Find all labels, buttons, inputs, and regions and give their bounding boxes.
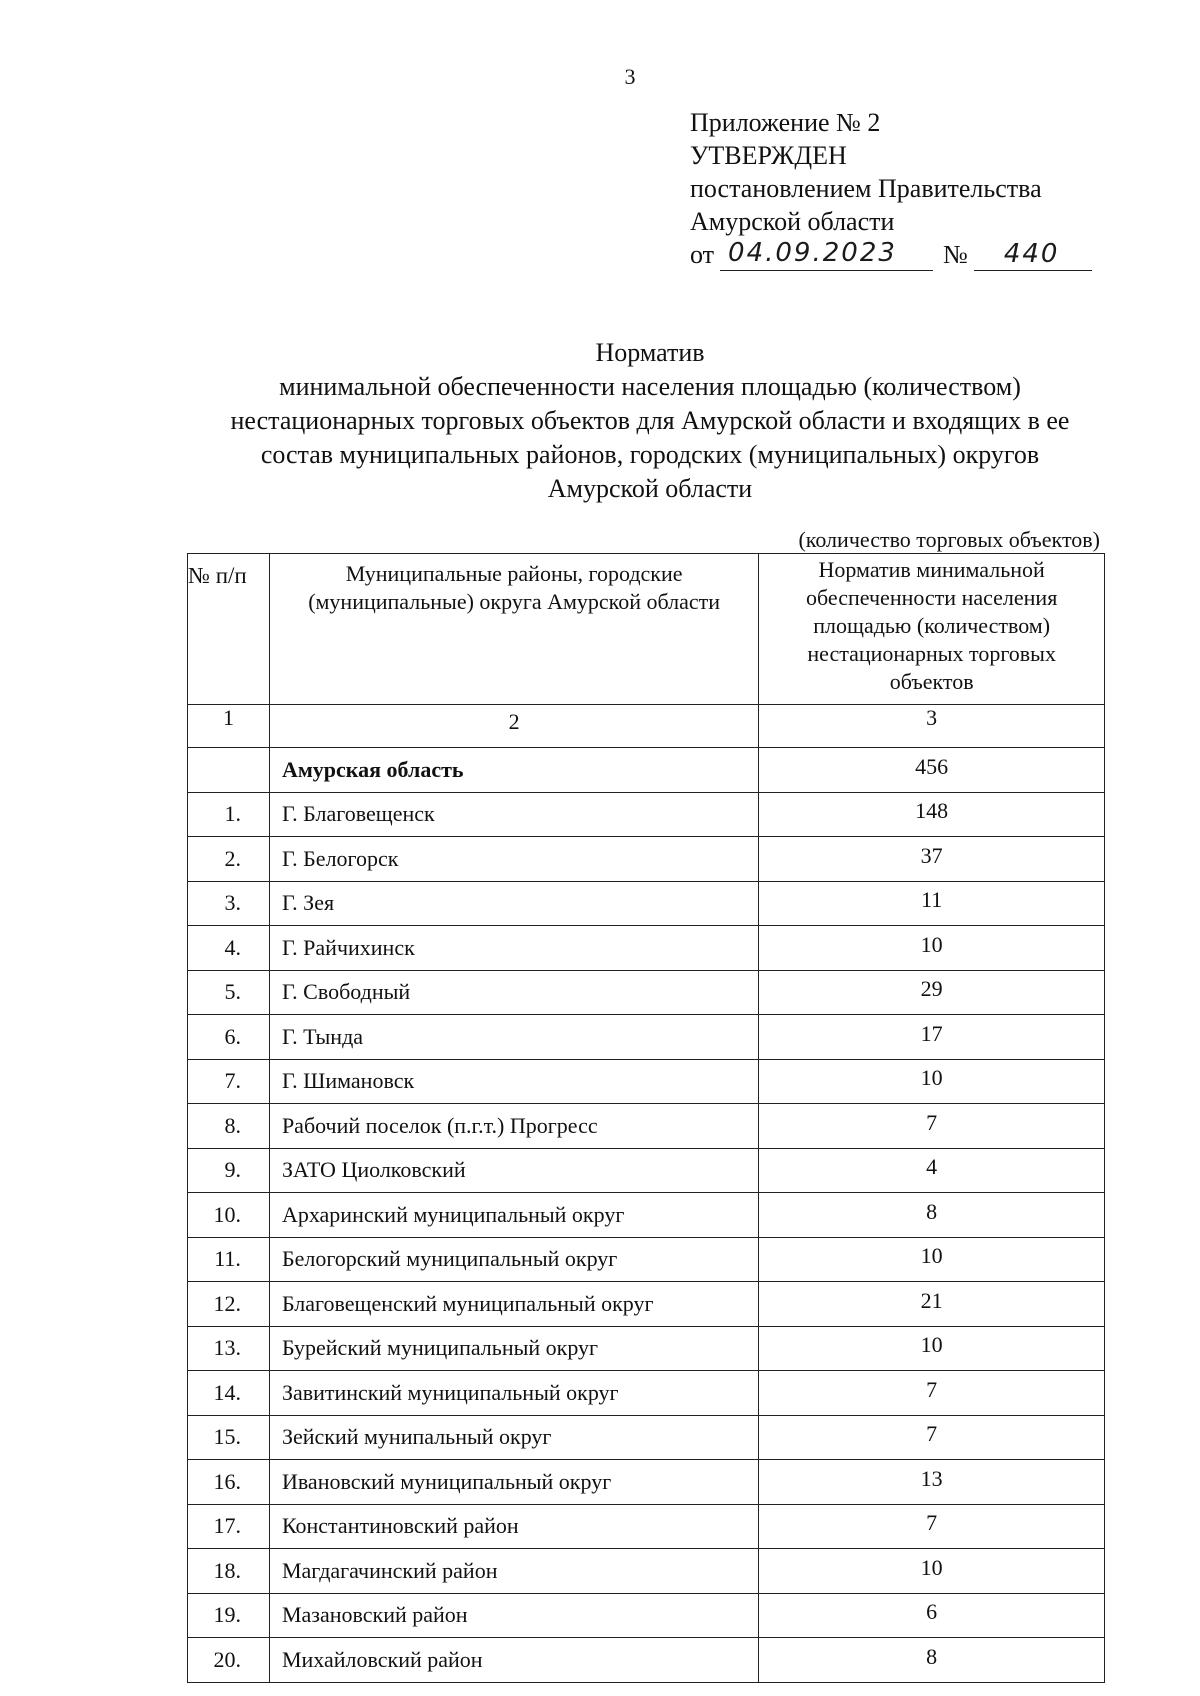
row-number-cell: 19. — [188, 1593, 270, 1638]
title-line-3: нестационарных торговых объектов для Амурской области и входящих в ее — [230, 406, 1070, 435]
row-value-cell: 4 — [759, 1148, 1105, 1193]
row-value-cell: 10 — [759, 1326, 1105, 1371]
page-number: 3 — [624, 64, 636, 89]
table-row — [188, 1593, 1105, 1638]
row-number-cell: 17. — [188, 1504, 270, 1549]
row-number-cell: 20. — [188, 1638, 270, 1683]
title-line-2: минимальной обеспеченности населения площадью (количеством) — [279, 372, 1021, 401]
norm-table — [187, 553, 1105, 1683]
row-name-cell: Г. Тында — [269, 1015, 758, 1060]
row-name-cell: Ивановский муниципальный округ — [269, 1460, 758, 1505]
date-number-row — [690, 238, 1110, 271]
row-value-cell: 8 — [759, 1638, 1105, 1683]
row-number-cell: 14. — [188, 1371, 270, 1416]
table-row — [188, 1460, 1105, 1505]
row-value-cell: 10 — [759, 1237, 1105, 1282]
date-prefix: от — [690, 240, 715, 269]
approved-by-line: постановлением Правительства — [690, 174, 1042, 203]
row-number-cell: 10. — [188, 1193, 270, 1238]
row-name-cell: Г. Свободный — [269, 970, 758, 1015]
table-row — [188, 1059, 1105, 1104]
approved-label: УТВЕРЖДЕН — [690, 141, 847, 170]
row-number-cell: 16. — [188, 1460, 270, 1505]
header-municipality: Муниципальные районы, городские (муниципальные) округа Амурской области — [269, 554, 758, 705]
row-number-cell: 18. — [188, 1549, 270, 1594]
row-name-cell: Г. Белогорск — [269, 837, 758, 882]
row-value-cell: 148 — [759, 792, 1105, 837]
row-name-cell: Зейский мунипальный округ — [269, 1415, 758, 1460]
document-title — [150, 336, 1150, 506]
row-name-cell: Рабочий поселок (п.г.т.) Прогресс — [269, 1104, 758, 1149]
table-row — [188, 881, 1105, 926]
row-value-cell: 7 — [759, 1415, 1105, 1460]
total-name-cell: Амурская область — [269, 748, 758, 793]
table-row — [188, 1549, 1105, 1594]
table-row — [188, 837, 1105, 882]
row-number-cell: 1. — [188, 792, 270, 837]
number-sign: № — [943, 240, 968, 269]
row-value-cell: 10 — [759, 926, 1105, 971]
total-number-cell — [188, 748, 270, 793]
table-row — [188, 1148, 1105, 1193]
row-name-cell: Константиновский район — [269, 1504, 758, 1549]
row-number-cell: 6. — [188, 1015, 270, 1060]
total-row — [188, 748, 1105, 793]
row-value-cell: 10 — [759, 1549, 1105, 1594]
table-row — [188, 1193, 1105, 1238]
row-value-cell: 17 — [759, 1015, 1105, 1060]
column-index-3: 3 — [759, 705, 1105, 748]
row-name-cell: Архаринский муниципальный округ — [269, 1193, 758, 1238]
row-value-cell: 8 — [759, 1193, 1105, 1238]
row-name-cell: Г. Зея — [269, 881, 758, 926]
total-value-cell: 456 — [759, 748, 1105, 793]
table-row — [188, 926, 1105, 971]
table-row — [188, 1104, 1105, 1149]
row-value-cell: 10 — [759, 1059, 1105, 1104]
row-number-cell: 9. — [188, 1148, 270, 1193]
table-row — [188, 1638, 1105, 1683]
row-value-cell: 13 — [759, 1460, 1105, 1505]
handwritten-date: 04.09.2023 — [720, 238, 933, 271]
row-number-cell: 15. — [188, 1415, 270, 1460]
row-name-cell: Белогорский муниципальный округ — [269, 1237, 758, 1282]
row-name-cell: Мазановский район — [269, 1593, 758, 1638]
row-value-cell: 7 — [759, 1104, 1105, 1149]
title-line-4: состав муниципальных районов, городских (муниципальных) округов — [260, 440, 1040, 469]
row-value-cell: 7 — [759, 1504, 1105, 1549]
table-row — [188, 1371, 1105, 1416]
table-row — [188, 1504, 1105, 1549]
header-number: № п/п — [188, 554, 270, 705]
title-line-5: Амурской области — [547, 474, 753, 503]
row-name-cell: Михайловский район — [269, 1638, 758, 1683]
row-value-cell: 11 — [759, 881, 1105, 926]
row-number-cell: 13. — [188, 1326, 270, 1371]
row-name-cell: Г. Райчихинск — [269, 926, 758, 971]
row-value-cell: 6 — [759, 1593, 1105, 1638]
unit-note: (количество торговых объектов) — [798, 527, 1100, 552]
row-name-cell: Г. Благовещенск — [269, 792, 758, 837]
table-row — [188, 1015, 1105, 1060]
row-number-cell: 7. — [188, 1059, 270, 1104]
header-norm: Норматив минимальной обеспеченности населения площадью (количеством) нестационарных торговых объектов — [759, 554, 1105, 705]
row-number-cell: 12. — [188, 1282, 270, 1327]
row-number-cell: 8. — [188, 1104, 270, 1149]
handwritten-number: 440 — [974, 239, 1092, 271]
approved-by-region: Амурской области — [690, 207, 895, 236]
table-row — [188, 792, 1105, 837]
table-row — [188, 1326, 1105, 1371]
row-value-cell: 29 — [759, 970, 1105, 1015]
appendix-label: Приложение № 2 — [690, 108, 881, 137]
table-row — [188, 970, 1105, 1015]
approval-block — [690, 106, 1110, 271]
row-number-cell: 5. — [188, 970, 270, 1015]
row-name-cell: Завитинский муниципальный округ — [269, 1371, 758, 1416]
row-name-cell: ЗАТО Циолковский — [269, 1148, 758, 1193]
column-index-1: 1 — [188, 705, 270, 748]
row-value-cell: 7 — [759, 1371, 1105, 1416]
row-name-cell: Благовещенский муниципальный округ — [269, 1282, 758, 1327]
row-number-cell: 3. — [188, 881, 270, 926]
title-line-1: Норматив — [595, 338, 705, 367]
row-name-cell: Бурейский муниципальный округ — [269, 1326, 758, 1371]
column-index-2: 2 — [269, 705, 758, 748]
row-name-cell: Магдагачинский район — [269, 1549, 758, 1594]
table-row — [188, 1282, 1105, 1327]
row-number-cell: 4. — [188, 926, 270, 971]
table-row — [188, 1415, 1105, 1460]
row-number-cell: 11. — [188, 1237, 270, 1282]
row-number-cell: 2. — [188, 837, 270, 882]
table-row — [188, 1237, 1105, 1282]
row-value-cell: 37 — [759, 837, 1105, 882]
row-name-cell: Г. Шимановск — [269, 1059, 758, 1104]
column-index-row — [188, 705, 1105, 748]
row-value-cell: 21 — [759, 1282, 1105, 1327]
table-header-row — [188, 554, 1105, 705]
